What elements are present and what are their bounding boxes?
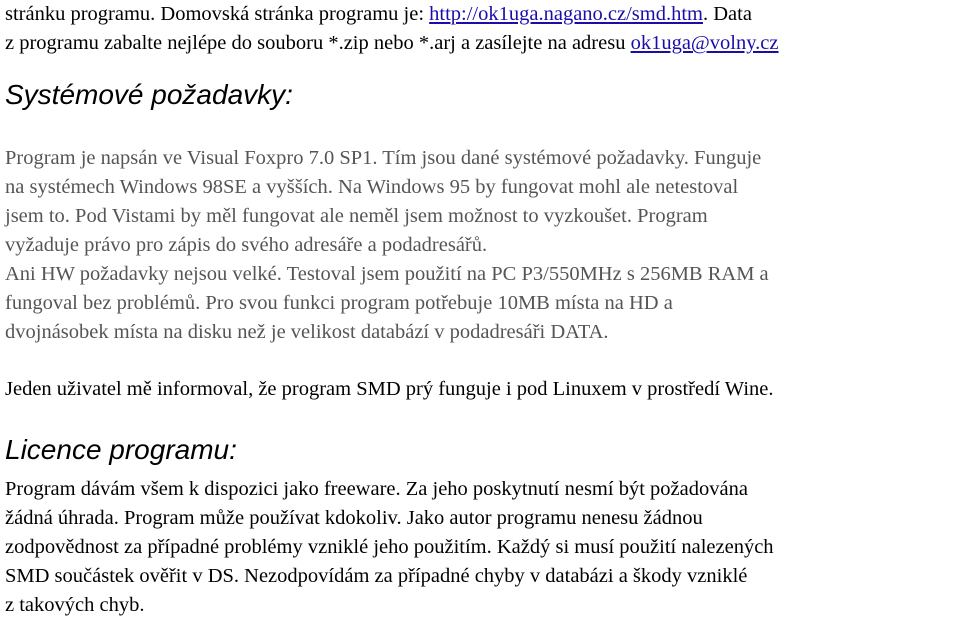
license-heading: Licence programu: [5,434,237,465]
requirements-heading: Systémové požadavky: [5,79,293,110]
requirements-line: vyžaduje právo pro zápis do svého adresáře a podadresářů. [5,234,488,256]
license-line: SMD součástek ověřit v DS. Nezodpovídám za případné chyby v databázi a škody vzniklé [5,565,748,587]
requirements-line: Ani HW požadavky nejsou velké. Testoval jsem použití na PC P3/550MHz s 256MB RAM a [5,263,769,285]
intro-line-1 [5,0,752,29]
intro-line-2 [5,29,779,58]
requirements-line: na systémech Windows 98SE a vyšších. Na Windows 95 by fungovat mohl ale netestoval [5,176,739,198]
intro-line-1-suffix: . Data [703,3,752,25]
email-link[interactable]: ok1uga@volny.cz [630,32,779,54]
license-line: z takových chyb. [5,594,145,616]
requirements-line: fungoval bez problémů. Pro svou funkci program potřebuje 10MB místa na HD a [5,292,673,314]
wine-note: Jeden uživatel mě informoval, že program SMD prý funguje i pod Linuxem v prostředí Wine. [5,378,774,400]
requirements-line: dvojnásobek místa na disku než je velikost databází v podadresáři DATA. [5,321,609,343]
requirements-line: jsem to. Pod Vistami by měl fungovat ale neměl jsem možnost to vyzkoušet. Program [5,205,708,227]
intro-line-1-prefix: stránku programu. Domovská stránka programu je: [5,3,430,25]
requirements-line: Program je napsán ve Visual Foxpro 7.0 SP1. Tím jsou dané systémové požadavky. Funguje [5,147,762,169]
license-line: žádná úhrada. Program může používat kdokoliv. Jako autor programu nenesu žádnou [5,507,703,529]
intro-line-2-prefix: z programu zabalte nejlépe do souboru *.zip nebo *.arj a zasílejte na adresu [5,32,631,54]
license-line: Program dávám všem k dispozici jako freeware. Za jeho poskytnutí nesmí být požadována [5,478,748,500]
license-line: zodpovědnost za případné problémy vzniklé jeho použitím. Každý si musí použití nalezených [5,536,774,558]
homepage-link[interactable]: http://ok1uga.nagano.cz/smd.htm [429,3,703,25]
